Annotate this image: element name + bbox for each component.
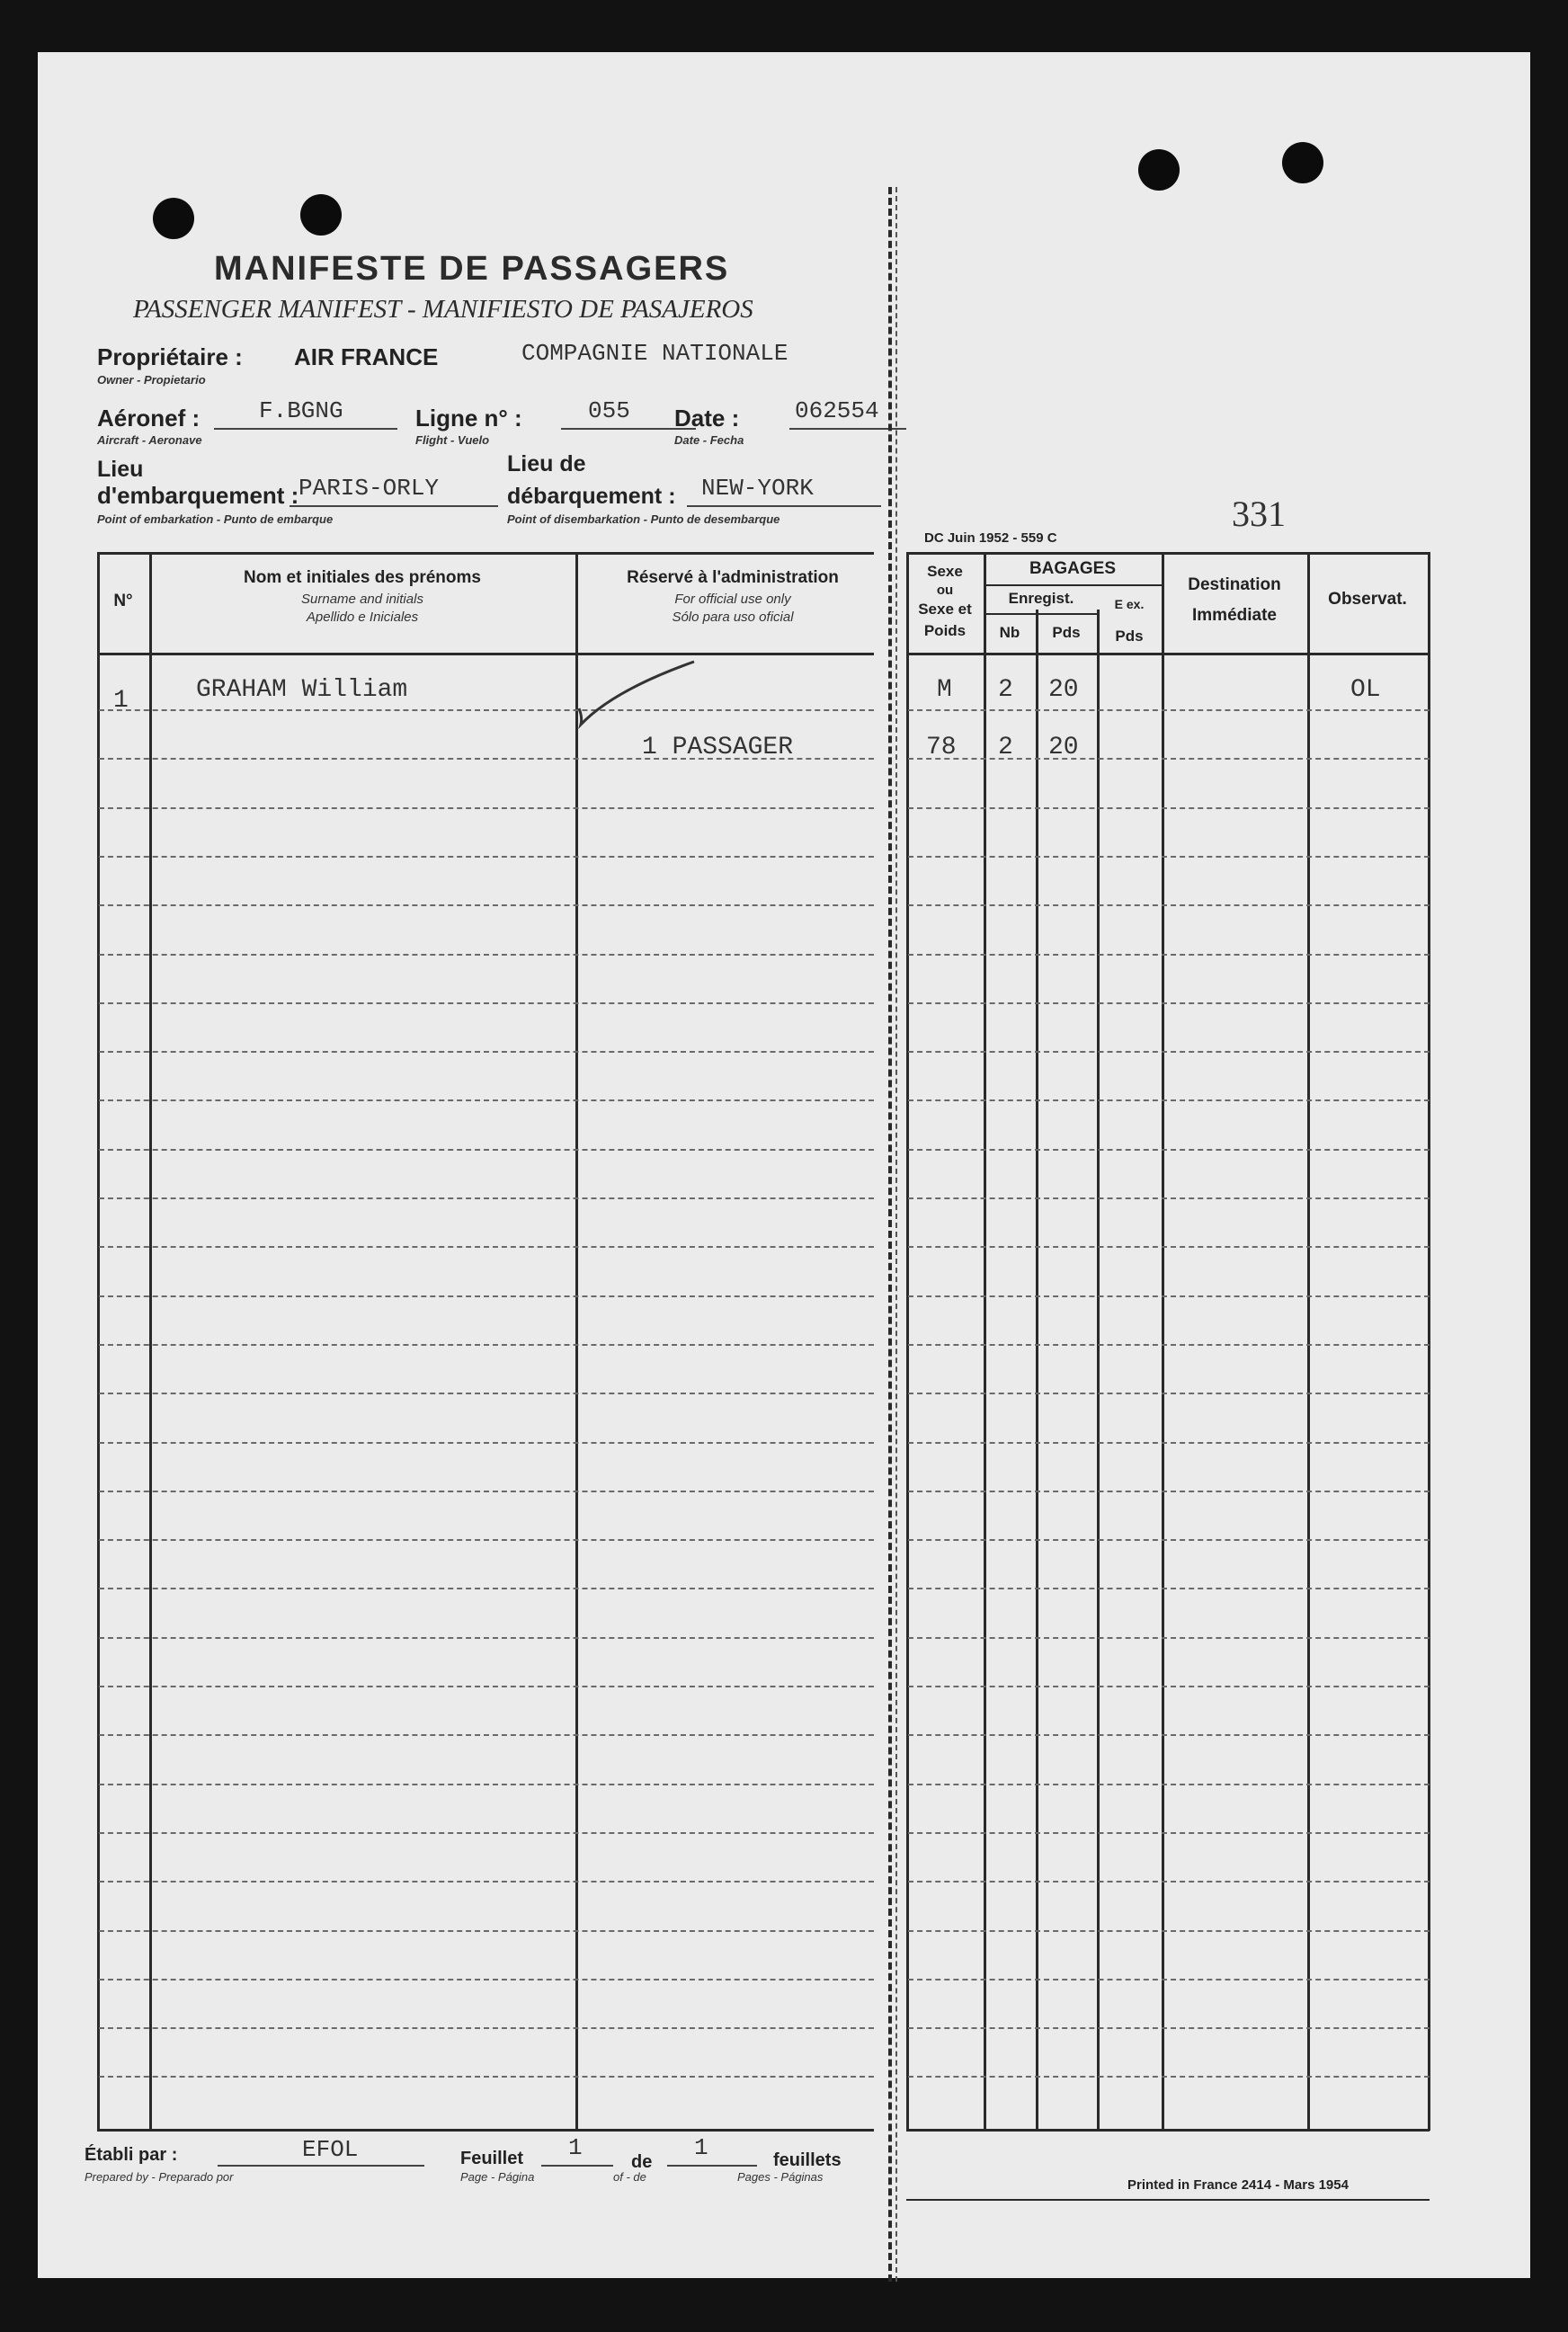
total-feuillets-underline bbox=[667, 2165, 757, 2167]
ruled-line bbox=[99, 1588, 874, 1589]
date-sublabel: Date - Fecha bbox=[674, 433, 744, 447]
ruled-line bbox=[99, 1393, 874, 1394]
manifest-subtitle: PASSENGER MANIFEST - MANIFIESTO DE PASAJEROS bbox=[133, 295, 753, 324]
ruled-line bbox=[908, 1442, 1430, 1444]
ruled-line bbox=[99, 1002, 874, 1004]
ruled-line bbox=[908, 1002, 1430, 1004]
embarkation-label-2: d'embarquement : bbox=[97, 482, 299, 509]
col-header-immediate: Immédiate bbox=[1192, 606, 1277, 625]
aircraft-sublabel: Aircraft - Aeronave bbox=[97, 433, 202, 447]
feuillets-sublabel: Pages - Páginas bbox=[737, 2170, 824, 2184]
header-bottom-border bbox=[97, 653, 874, 655]
col-divider-no bbox=[149, 552, 152, 2131]
disembarkation-label-2: débarquement : bbox=[507, 484, 676, 509]
date-label: Date : bbox=[674, 405, 740, 432]
date-value: 062554 bbox=[795, 397, 879, 424]
prepared-by-sublabel: Prepared by - Preparado por bbox=[85, 2170, 234, 2184]
footer-right-border bbox=[906, 2199, 1430, 2201]
bagages-divider bbox=[984, 584, 1162, 586]
embarkation-sublabel: Point of embarkation - Punto de embarque bbox=[97, 512, 334, 526]
manifest-sheet bbox=[38, 52, 1530, 2278]
flight-value: 055 bbox=[588, 397, 630, 424]
ruled-line bbox=[908, 1295, 1430, 1297]
embarkation-label-1: Lieu bbox=[97, 457, 144, 482]
ruled-line bbox=[908, 807, 1430, 809]
col-header-no: N° bbox=[113, 592, 133, 610]
punch-hole bbox=[1282, 142, 1323, 183]
manifest-title: MANIFESTE DE PASSAGERS bbox=[214, 250, 730, 288]
ruled-line bbox=[99, 904, 874, 906]
col-header-observ: Observat. bbox=[1328, 590, 1407, 609]
col-header-pds: Pds bbox=[1052, 624, 1081, 641]
ruled-line bbox=[99, 1197, 874, 1199]
aircraft-value: F.BGNG bbox=[259, 397, 343, 424]
col-header-sexe-et: Sexe et bbox=[918, 601, 972, 618]
ruled-line bbox=[99, 1784, 874, 1785]
disembarkation-label-1: Lieu de bbox=[507, 451, 586, 476]
stamp-number: 331 bbox=[1232, 494, 1286, 534]
col-divider-name bbox=[575, 552, 578, 2131]
ruled-line bbox=[908, 1832, 1430, 1834]
table-bottom-border bbox=[97, 2129, 874, 2132]
ruled-line bbox=[99, 856, 874, 858]
ruled-line bbox=[99, 2027, 874, 2029]
feuillet-label: Feuillet bbox=[460, 2149, 524, 2168]
disembarkation-sublabel: Point of disembarkation - Punto de desembarque bbox=[507, 512, 780, 526]
ruled-line bbox=[99, 1637, 874, 1639]
ruled-line bbox=[99, 1344, 874, 1346]
de-label: de bbox=[631, 2152, 653, 2172]
col-header-excess: E ex. bbox=[1114, 597, 1145, 611]
col-header-destination: Destination bbox=[1188, 575, 1281, 594]
ruled-line bbox=[908, 1491, 1430, 1492]
ruled-line bbox=[908, 1734, 1430, 1736]
embarkation-value: PARIS-ORLY bbox=[298, 475, 440, 502]
ruled-line bbox=[908, 1588, 1430, 1589]
col-header-poids: Poids bbox=[923, 622, 967, 639]
feuillet-value: 1 bbox=[568, 2134, 583, 2161]
ruled-line bbox=[99, 2076, 874, 2078]
aircraft-label: Aéronef : bbox=[97, 405, 200, 432]
total-feuillets-value: 1 bbox=[694, 2134, 708, 2161]
ruled-line bbox=[908, 1637, 1430, 1639]
feuillet-underline bbox=[541, 2165, 613, 2167]
flight-sublabel: Flight - Vuelo bbox=[415, 433, 490, 447]
ruled-line bbox=[908, 1099, 1430, 1101]
ruled-line bbox=[908, 2027, 1430, 2029]
col-header-name: Nom et initiales des prénoms bbox=[244, 568, 481, 587]
feuillets-label: feuillets bbox=[773, 2150, 842, 2170]
fold-divider bbox=[888, 187, 892, 2282]
ruled-line bbox=[908, 1051, 1430, 1053]
de-sublabel: of - de bbox=[613, 2170, 646, 2184]
ruled-line bbox=[99, 954, 874, 956]
enregist-divider bbox=[984, 613, 1099, 615]
col-header-name-es: Apellido e Iniciales bbox=[306, 610, 419, 625]
ruled-line bbox=[99, 1686, 874, 1687]
ruled-line bbox=[99, 1051, 874, 1053]
punch-hole bbox=[300, 194, 342, 236]
col-header-reserved: Réservé à l'administration bbox=[627, 568, 839, 587]
col-divider-sexe-left bbox=[906, 552, 909, 2131]
col-header-bagages: BAGAGES bbox=[1029, 559, 1117, 578]
col-header-nb: Nb bbox=[999, 624, 1020, 641]
row-1-name: GRAHAM William bbox=[196, 676, 408, 704]
disembarkation-value: NEW-YORK bbox=[701, 475, 814, 502]
check-mark-icon bbox=[577, 654, 703, 744]
owner-extra: COMPAGNIE NATIONALE bbox=[521, 340, 788, 367]
ruled-line bbox=[908, 1930, 1430, 1932]
ruled-line bbox=[908, 1784, 1430, 1785]
embarkation-underline bbox=[290, 505, 498, 507]
row-1-observ: OL bbox=[1350, 676, 1381, 704]
col-header-sexe: Sexe bbox=[927, 563, 963, 580]
ruled-line bbox=[99, 1734, 874, 1736]
ruled-line bbox=[908, 2076, 1430, 2078]
totals-nb: 2 bbox=[998, 734, 1013, 761]
aircraft-underline bbox=[214, 428, 397, 430]
owner-value: AIR FRANCE bbox=[294, 343, 439, 370]
col-header-reserved-en: For official use only bbox=[674, 592, 791, 607]
col-header-enregist: Enregist. bbox=[1008, 590, 1074, 607]
ruled-line bbox=[99, 1246, 874, 1248]
owner-label: Propriétaire : bbox=[97, 343, 243, 370]
ruled-line bbox=[908, 1539, 1430, 1541]
ruled-line bbox=[908, 1686, 1430, 1687]
ruled-line bbox=[99, 709, 874, 711]
flight-label: Ligne n° : bbox=[415, 405, 522, 432]
ruled-line bbox=[908, 1246, 1430, 1248]
ruled-line bbox=[99, 1149, 874, 1151]
ruled-line bbox=[908, 1393, 1430, 1394]
prepared-by-value: EFOL bbox=[302, 2136, 359, 2163]
ruled-line bbox=[99, 1979, 874, 1980]
ruled-line bbox=[99, 807, 874, 809]
form-code: DC Juin 1952 - 559 C bbox=[924, 530, 1057, 546]
row-1-number: 1 bbox=[113, 687, 129, 715]
printed-in-france: Printed in France 2414 - Mars 1954 bbox=[1127, 2177, 1349, 2193]
fold-divider bbox=[895, 187, 897, 2282]
col-divider-nb bbox=[1036, 610, 1038, 2131]
ruled-line bbox=[908, 954, 1430, 956]
disembarkation-underline bbox=[687, 505, 881, 507]
row-1-sexe: M bbox=[937, 676, 952, 704]
ruled-line bbox=[99, 1539, 874, 1541]
col-divider-destination bbox=[1307, 552, 1310, 2131]
totals-poids: 78 bbox=[926, 734, 957, 761]
col-header-name-en: Surname and initials bbox=[301, 592, 423, 607]
punch-hole bbox=[153, 198, 194, 239]
table-top-border bbox=[97, 552, 874, 555]
ruled-line bbox=[99, 1295, 874, 1297]
ruled-line bbox=[908, 1149, 1430, 1151]
table-left-border bbox=[97, 552, 100, 2131]
totals-label: 1 PASSAGER bbox=[642, 734, 794, 761]
prepared-by-underline bbox=[218, 2165, 424, 2167]
row-1-pds: 20 bbox=[1048, 676, 1079, 704]
ruled-line bbox=[908, 758, 1430, 760]
col-divider-sexe bbox=[984, 552, 986, 2131]
ruled-line bbox=[99, 1442, 874, 1444]
ruled-line bbox=[908, 1881, 1430, 1883]
punch-hole bbox=[1138, 149, 1180, 191]
ruled-line bbox=[908, 709, 1430, 711]
feuillet-sublabel: Page - Página bbox=[460, 2170, 535, 2184]
owner-sublabel: Owner - Propietario bbox=[97, 373, 206, 387]
ruled-line bbox=[99, 1881, 874, 1883]
ruled-line bbox=[908, 904, 1430, 906]
ruled-line bbox=[99, 1491, 874, 1492]
ruled-line bbox=[99, 1832, 874, 1834]
col-header-reserved-es: Sólo para uso oficial bbox=[672, 610, 794, 625]
ruled-line bbox=[908, 1197, 1430, 1199]
ruled-line bbox=[99, 1930, 874, 1932]
ruled-line bbox=[908, 856, 1430, 858]
col-divider-excess bbox=[1162, 552, 1164, 2131]
ruled-line bbox=[908, 1979, 1430, 1980]
ruled-line bbox=[99, 1099, 874, 1101]
col-header-excess-pds: Pds bbox=[1115, 628, 1144, 645]
table-right-border bbox=[1428, 552, 1430, 2131]
totals-pds: 20 bbox=[1048, 734, 1079, 761]
row-1-nb: 2 bbox=[998, 676, 1013, 704]
ruled-line bbox=[908, 1344, 1430, 1346]
prepared-by-label: Établi par : bbox=[85, 2145, 178, 2165]
col-divider-pds bbox=[1097, 610, 1100, 2131]
col-header-sexe-ou: ou bbox=[936, 583, 954, 598]
